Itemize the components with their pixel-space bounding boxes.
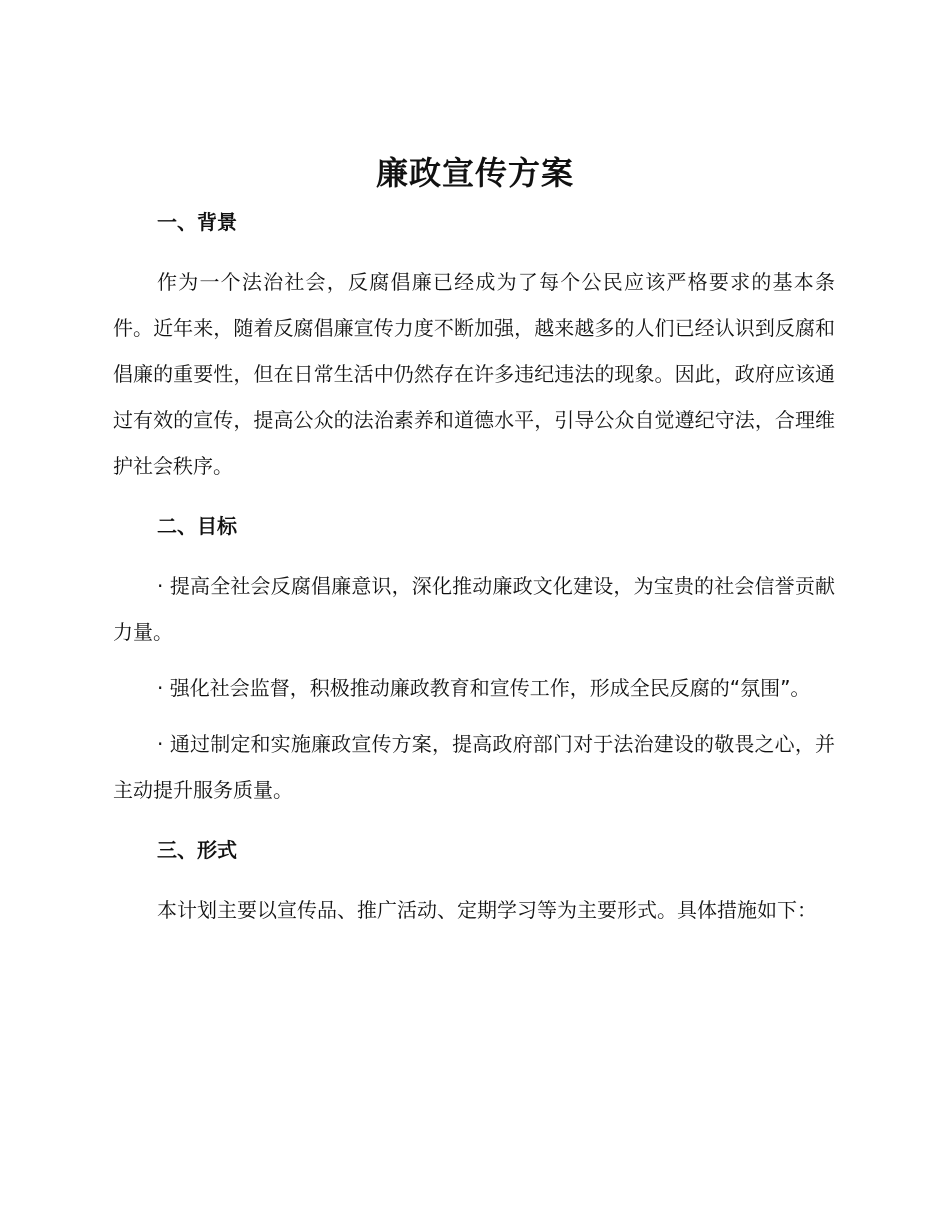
section-heading-goals: 二、目标 [157, 514, 237, 538]
goal-item: · 提高全社会反腐倡廉意识，深化推动廉政文化建设，为宝贵的社会信誉贡献力量。 [113, 574, 835, 644]
goal-item: · 强化社会监督，积极推动廉政教育和宣传工作，形成全民反腐的“氛围”。 [157, 676, 811, 700]
document-body [113, 203, 835, 933]
goal-item: · 通过制定和实施廉政宣传方案，提高政府部门对于法治建设的敬畏之心，并主动提升服务质量。 [113, 732, 835, 802]
section-background [113, 203, 835, 489]
section-heading-format: 三、形式 [157, 838, 237, 862]
section-format [113, 831, 835, 933]
document-title: 廉政宣传方案 [375, 154, 574, 192]
paragraph-format: 本计划主要以宣传品、推广活动、定期学习等为主要形式。具体措施如下： [157, 898, 817, 922]
paragraph-background: 作为一个法治社会，反腐倡廉已经成为了每个公民应该严格要求的基本条件。近年来，随着反腐倡廉宣传力度不断加强，越来越多的人们已经认识到反腐和倡廉的重要性，但在日常生活中仍然存在许多违纪违法的现象。因此，政府应该通过有效的宣传，提高公众的法治素养和道德水平，引导公众自觉遵纪守法，合理维护社会秩序。 [113, 270, 835, 478]
section-heading-background: 一、背景 [157, 210, 237, 234]
section-goals [113, 507, 835, 813]
